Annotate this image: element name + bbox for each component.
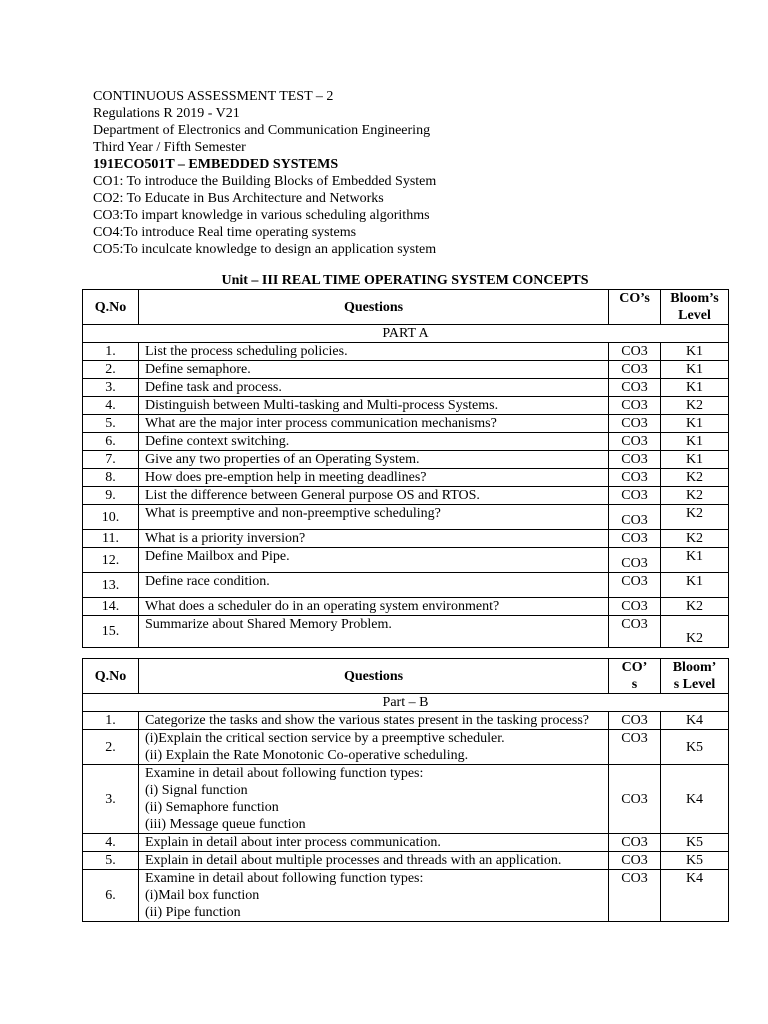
- course-outcome: CO3: [609, 530, 661, 548]
- test-title: CONTINUOUS ASSESSMENT TEST – 2: [93, 89, 334, 104]
- blooms-level: K1: [661, 343, 729, 361]
- course-outcome: CO3: [609, 870, 661, 922]
- cos-header-line-1: CO’: [621, 660, 648, 675]
- section-label: PART A: [83, 325, 729, 343]
- question-line: (ii) Pipe function: [145, 905, 241, 920]
- question-number: 5.: [83, 415, 139, 433]
- document-header: [93, 88, 436, 258]
- blooms-level: K1: [661, 433, 729, 451]
- blooms-level: K2: [661, 505, 729, 530]
- questions-header: Questions: [139, 290, 609, 325]
- question-text: [139, 765, 609, 834]
- course-outcome: CO3: [609, 361, 661, 379]
- course-outcome-4: CO4:To introduce Real time operating systems: [93, 225, 357, 240]
- course-outcome: CO3: [609, 616, 661, 648]
- question-text: [139, 852, 609, 870]
- question-line: (i)Mail box function: [145, 888, 260, 903]
- question-text: Distinguish between Multi-tasking and Multi-process Systems.: [139, 397, 609, 415]
- course-outcome: CO3: [609, 487, 661, 505]
- course-outcome-5: CO5:To inculcate knowledge to design an application system: [93, 242, 437, 257]
- blooms-level: K1: [661, 451, 729, 469]
- qno-header: Q.No: [83, 659, 139, 694]
- table-row: [83, 530, 729, 548]
- question-line: (iii) Message queue function: [145, 817, 306, 832]
- course-outcome: CO3: [609, 433, 661, 451]
- table-row: [83, 379, 729, 397]
- question-line: Examine in detail about following function types:: [145, 766, 424, 781]
- question-line: Explain in detail about multiple processes and threads with an application.: [145, 853, 562, 868]
- cos-header: [609, 659, 661, 694]
- blooms-level: K4: [661, 765, 729, 834]
- question-line: Examine in detail about following function types:: [145, 871, 424, 886]
- course-title: 191ECO501T – EMBEDDED SYSTEMS: [93, 157, 339, 172]
- questions-header: Questions: [139, 659, 609, 694]
- question-number: 11.: [83, 530, 139, 548]
- course-outcome: CO3: [609, 469, 661, 487]
- question-number: 2.: [83, 361, 139, 379]
- question-line: Categorize the tasks and show the various states present in the tasking process?: [145, 713, 589, 728]
- table-row: [83, 487, 729, 505]
- blooms-header-line-2: s Level: [673, 677, 716, 692]
- question-number: 4.: [83, 397, 139, 415]
- question-text: [139, 712, 609, 730]
- table-row: [83, 730, 729, 765]
- table-row: [83, 451, 729, 469]
- course-outcome: CO3: [609, 548, 661, 573]
- question-number: 3.: [83, 379, 139, 397]
- question-number: 1.: [83, 343, 139, 361]
- question-line: Explain in detail about inter process communication.: [145, 835, 441, 850]
- blooms-level: K1: [661, 361, 729, 379]
- question-number: 13.: [83, 573, 139, 598]
- table-row: [83, 870, 729, 922]
- cos-header: CO’s: [609, 290, 661, 325]
- question-text: What are the major inter process communication mechanisms?: [139, 415, 609, 433]
- question-text: Define context switching.: [139, 433, 609, 451]
- table-row: [83, 415, 729, 433]
- table-row: [83, 505, 729, 530]
- question-line: (i) Signal function: [145, 783, 248, 798]
- table-row: [83, 361, 729, 379]
- course-outcome: CO3: [609, 415, 661, 433]
- question-text: Define task and process.: [139, 379, 609, 397]
- question-text: [139, 870, 609, 922]
- question-number: 5.: [83, 852, 139, 870]
- course-outcome-1: CO1: To introduce the Building Blocks of Embedded System: [93, 174, 437, 189]
- course-outcome-3: CO3:To impart knowledge in various scheduling algorithms: [93, 208, 430, 223]
- regulations: Regulations R 2019 - V21: [93, 106, 240, 121]
- question-number: 2.: [83, 730, 139, 765]
- question-line: (i)Explain the critical section service by a preemptive scheduler.: [145, 731, 505, 746]
- question-number: 8.: [83, 469, 139, 487]
- blooms-level: K2: [661, 397, 729, 415]
- section-label: Part – B: [83, 694, 729, 712]
- course-outcome: CO3: [609, 712, 661, 730]
- question-number: 12.: [83, 548, 139, 573]
- question-text: [139, 730, 609, 765]
- table-row: [83, 852, 729, 870]
- question-number: 1.: [83, 712, 139, 730]
- part-a-table: [82, 289, 729, 648]
- question-text: [139, 834, 609, 852]
- course-outcome: CO3: [609, 598, 661, 616]
- blooms-level: K5: [661, 834, 729, 852]
- course-outcome-2: CO2: To Educate in Bus Architecture and Networks: [93, 191, 384, 206]
- course-outcome: CO3: [609, 505, 661, 530]
- question-number: 15.: [83, 616, 139, 648]
- course-outcome: CO3: [609, 852, 661, 870]
- course-outcome: CO3: [609, 730, 661, 765]
- blooms-level: K1: [661, 573, 729, 598]
- table-row: [83, 834, 729, 852]
- question-text: Define Mailbox and Pipe.: [139, 548, 609, 573]
- blooms-level-header: [661, 659, 729, 694]
- blooms-header-line-1: Bloom’s: [670, 291, 719, 306]
- blooms-level: K4: [661, 712, 729, 730]
- question-number: 7.: [83, 451, 139, 469]
- table-row: [83, 573, 729, 598]
- table-row: [83, 598, 729, 616]
- table-row: [83, 765, 729, 834]
- question-number: 4.: [83, 834, 139, 852]
- blooms-level: K5: [661, 730, 729, 765]
- table-row: [83, 548, 729, 573]
- question-number: 9.: [83, 487, 139, 505]
- question-text: Give any two properties of an Operating System.: [139, 451, 609, 469]
- blooms-level: K1: [661, 379, 729, 397]
- department: Department of Electronics and Communication Engineering: [93, 123, 431, 138]
- course-outcome: CO3: [609, 834, 661, 852]
- course-outcome: CO3: [609, 343, 661, 361]
- blooms-level-header: [661, 290, 729, 325]
- year-semester: Third Year / Fifth Semester: [93, 140, 246, 155]
- course-outcome: CO3: [609, 765, 661, 834]
- table-row: [83, 469, 729, 487]
- blooms-header-line-2: Level: [678, 308, 711, 323]
- blooms-header-line-1: Bloom’: [672, 660, 717, 675]
- blooms-level: K2: [661, 598, 729, 616]
- question-text: What is a priority inversion?: [139, 530, 609, 548]
- question-text: What is preemptive and non-preemptive scheduling?: [139, 505, 609, 530]
- course-outcome: CO3: [609, 573, 661, 598]
- question-line: (ii) Semaphore function: [145, 800, 279, 815]
- question-text: How does pre-emption help in meeting deadlines?: [139, 469, 609, 487]
- question-text: List the difference between General purpose OS and RTOS.: [139, 487, 609, 505]
- question-line: (ii) Explain the Rate Monotonic Co-operative scheduling.: [145, 748, 469, 763]
- course-outcome: CO3: [609, 451, 661, 469]
- blooms-level: K1: [661, 415, 729, 433]
- blooms-level: K2: [661, 487, 729, 505]
- qno-header: Q.No: [83, 290, 139, 325]
- cos-header-line-2: s: [631, 677, 638, 692]
- course-outcome: CO3: [609, 397, 661, 415]
- question-number: 3.: [83, 765, 139, 834]
- blooms-level: K2: [661, 616, 729, 648]
- table-row: [83, 397, 729, 415]
- question-text: List the process scheduling policies.: [139, 343, 609, 361]
- unit-title: Unit – III REAL TIME OPERATING SYSTEM CONCEPTS: [221, 273, 589, 288]
- question-number: 6.: [83, 433, 139, 451]
- table-row: [83, 433, 729, 451]
- blooms-level: K1: [661, 548, 729, 573]
- question-text: What does a scheduler do in an operating system environment?: [139, 598, 609, 616]
- question-text: Define race condition.: [139, 573, 609, 598]
- part-b-table: [82, 658, 729, 922]
- blooms-level: K2: [661, 469, 729, 487]
- question-text: Summarize about Shared Memory Problem.: [139, 616, 609, 648]
- question-number: 10.: [83, 505, 139, 530]
- blooms-level: K2: [661, 530, 729, 548]
- blooms-level: K4: [661, 870, 729, 922]
- blooms-level: K5: [661, 852, 729, 870]
- question-text: Define semaphore.: [139, 361, 609, 379]
- table-row: [83, 343, 729, 361]
- table-row: [83, 616, 729, 648]
- table-row: [83, 712, 729, 730]
- course-outcome: CO3: [609, 379, 661, 397]
- question-number: 6.: [83, 870, 139, 922]
- question-number: 14.: [83, 598, 139, 616]
